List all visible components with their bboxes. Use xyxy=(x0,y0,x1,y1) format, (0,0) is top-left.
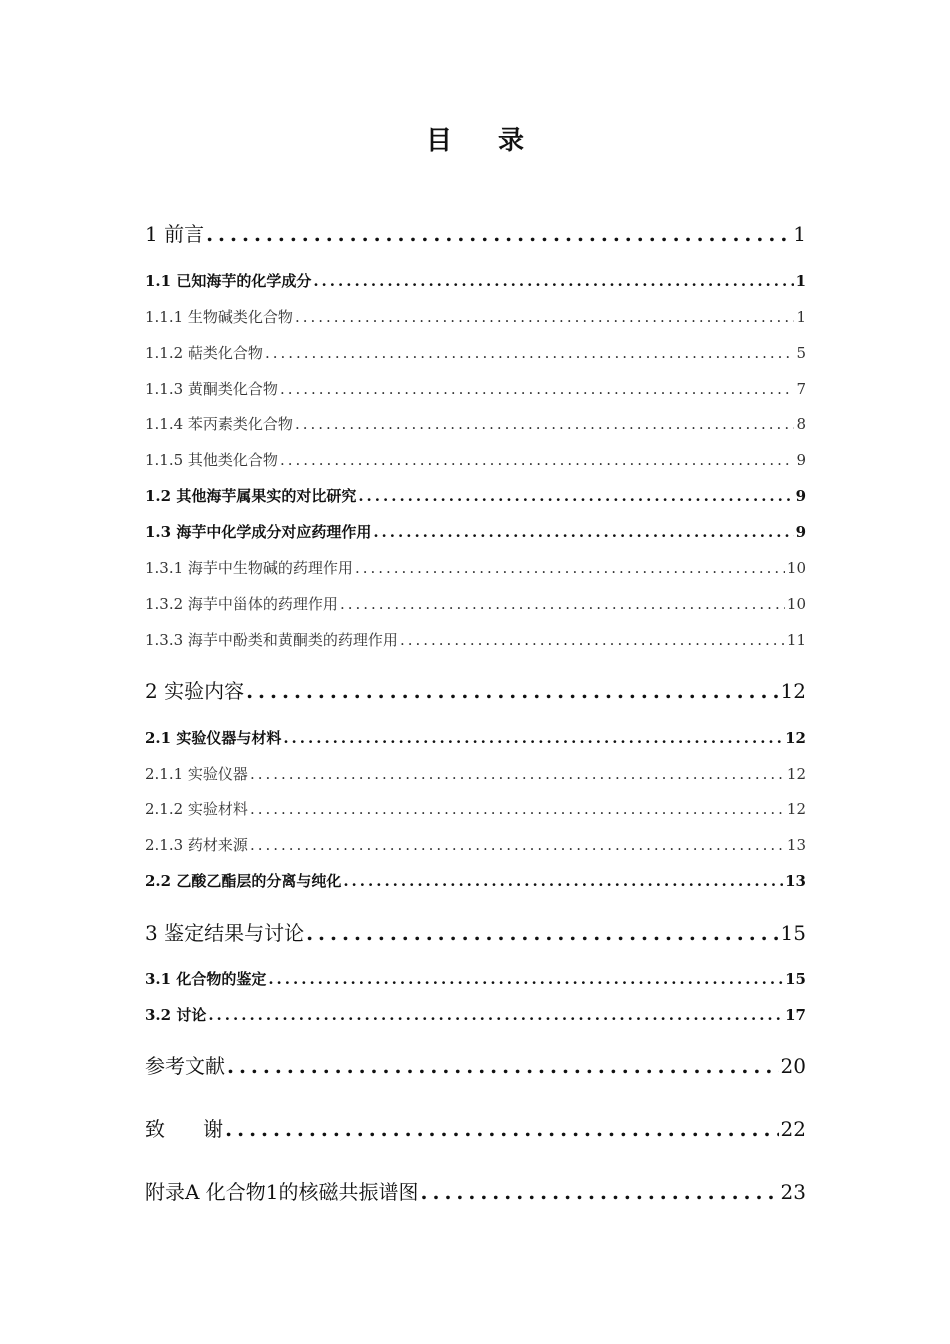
toc-entry[interactable] xyxy=(145,629,806,650)
toc-entry-page: 8 xyxy=(796,415,806,433)
toc-leader-dots xyxy=(280,451,795,469)
toc-entry[interactable] xyxy=(145,342,806,363)
toc-leader-dots xyxy=(343,872,783,890)
toc-entry-label: 附录A 化合物1的核磁共振谱图 xyxy=(145,1180,419,1204)
toc-entry-label: 3.1 化合物的鉴定 xyxy=(145,970,267,988)
toc-entry-page: 11 xyxy=(786,631,806,649)
toc-entry[interactable] xyxy=(145,593,806,614)
toc-entry[interactable] xyxy=(145,763,806,784)
toc-leader-dots xyxy=(421,1180,779,1204)
toc-entry-label: 参考文献 xyxy=(145,1054,225,1078)
toc-leader-dots xyxy=(400,631,785,649)
toc-entry-page: 20 xyxy=(780,1054,806,1078)
toc-entry-page: 23 xyxy=(780,1180,806,1204)
toc-leader-dots xyxy=(295,415,795,433)
toc-leader-dots xyxy=(340,595,785,613)
toc-entry[interactable] xyxy=(145,270,806,291)
toc-entry-page: 9 xyxy=(795,523,806,541)
toc-leader-dots xyxy=(246,679,778,703)
toc-entry[interactable] xyxy=(145,834,806,855)
toc-leader-dots xyxy=(250,836,785,854)
toc-leader-dots xyxy=(355,559,785,577)
toc-entry-label: 1.1.4 苯丙素类化合物 xyxy=(145,415,293,433)
toc-entry-label: 2.1.2 实验材料 xyxy=(145,800,248,818)
toc-entry-label: 2.1 实验仪器与材料 xyxy=(145,729,282,747)
toc-entry[interactable] xyxy=(145,1176,806,1205)
toc-entry-page: 22 xyxy=(780,1117,806,1141)
toc-entry-label: 1.1.5 其他类化合物 xyxy=(145,451,278,469)
toc-entry-label: 1.3.1 海芋中生物碱的药理作用 xyxy=(145,559,353,577)
toc-entry-page: 1 xyxy=(793,222,806,246)
toc-entry[interactable] xyxy=(145,306,806,327)
toc-leader-dots xyxy=(283,729,783,747)
title-char-left: 目 xyxy=(425,126,452,156)
toc-entry[interactable] xyxy=(145,449,806,470)
toc-entry[interactable] xyxy=(145,727,806,748)
toc-entry-label: 1.3 海芋中化学成分对应药理作用 xyxy=(145,523,372,541)
toc-entry-label: 1.3.2 海芋中甾体的药理作用 xyxy=(145,595,338,613)
toc-entry-page: 12 xyxy=(780,679,806,703)
toc-leader-dots xyxy=(268,970,783,988)
toc-entry[interactable] xyxy=(145,1050,806,1079)
toc-entry[interactable] xyxy=(145,557,806,578)
toc-entry-label: 2.1.3 药材来源 xyxy=(145,836,248,854)
toc-entry-label: 1.1 已知海芋的化学成分 xyxy=(145,272,312,290)
title-char-right: 录 xyxy=(498,126,525,156)
toc-leader-dots xyxy=(250,765,785,783)
toc-entry-page: 1 xyxy=(796,308,806,326)
toc-entry-label: 致 谢 xyxy=(145,1117,224,1141)
toc-entry-label: 1.2 其他海芋属果实的对比研究 xyxy=(145,487,357,505)
toc-leader-dots xyxy=(295,308,795,326)
toc-entry-page: 15 xyxy=(780,921,806,945)
toc-entry[interactable] xyxy=(145,521,806,542)
toc-entry[interactable] xyxy=(145,968,806,989)
toc-entry-label: 3 鉴定结果与讨论 xyxy=(145,921,305,945)
toc-entry-page: 15 xyxy=(785,970,806,988)
toc-entry-page: 5 xyxy=(796,344,806,362)
toc-entry-page: 9 xyxy=(796,451,806,469)
page-title xyxy=(0,120,950,157)
toc-entry-page: 10 xyxy=(786,595,806,613)
toc-entry-label: 1.1.1 生物碱类化合物 xyxy=(145,308,293,326)
toc-entry-label: 1.1.3 黄酮类化合物 xyxy=(145,380,278,398)
toc-entry-page: 17 xyxy=(785,1006,806,1024)
toc-entry-label: 3.2 讨论 xyxy=(145,1006,207,1024)
toc-leader-dots xyxy=(225,1117,778,1141)
toc-leader-dots xyxy=(373,523,793,541)
toc-leader-dots xyxy=(280,380,795,398)
toc-entry[interactable] xyxy=(145,917,806,946)
toc-leader-dots xyxy=(250,800,785,818)
toc-entry-page: 13 xyxy=(785,872,806,890)
toc-entry[interactable] xyxy=(145,413,806,434)
toc-entry-label: 2 实验内容 xyxy=(145,679,245,703)
toc-entry-page: 7 xyxy=(796,380,806,398)
toc-leader-dots xyxy=(208,1006,783,1024)
toc-entry-label: 2.1.1 实验仪器 xyxy=(145,765,248,783)
toc-entry-page: 13 xyxy=(786,836,806,854)
toc-leader-dots xyxy=(206,222,791,246)
toc-entry-page: 12 xyxy=(785,729,806,747)
toc-entry[interactable] xyxy=(145,485,806,506)
toc-leader-dots xyxy=(313,272,793,290)
toc-entry-page: 12 xyxy=(786,800,806,818)
toc-entry-label: 1.1.2 萜类化合物 xyxy=(145,344,263,362)
toc-entry-label: 1 前言 xyxy=(145,222,205,246)
toc-entry-page: 1 xyxy=(795,272,806,290)
toc-entry-page: 10 xyxy=(786,559,806,577)
toc-entry-label: 2.2 乙酸乙酯层的分离与纯化 xyxy=(145,872,342,890)
toc-entry[interactable] xyxy=(145,1113,806,1142)
toc-entry[interactable] xyxy=(145,675,806,704)
toc-entry[interactable] xyxy=(145,218,806,247)
toc-leader-dots xyxy=(265,344,795,362)
toc-entry[interactable] xyxy=(145,798,806,819)
toc-entry-label: 1.3.3 海芋中酚类和黄酮类的药理作用 xyxy=(145,631,398,649)
toc-entry-page: 9 xyxy=(795,487,806,505)
toc-leader-dots xyxy=(358,487,793,505)
toc-leader-dots xyxy=(306,921,778,945)
toc-entry[interactable] xyxy=(145,1004,806,1025)
toc-leader-dots xyxy=(227,1054,779,1078)
toc-entry-page: 12 xyxy=(786,765,806,783)
toc-entry[interactable] xyxy=(145,378,806,399)
toc-entry[interactable] xyxy=(145,870,806,891)
